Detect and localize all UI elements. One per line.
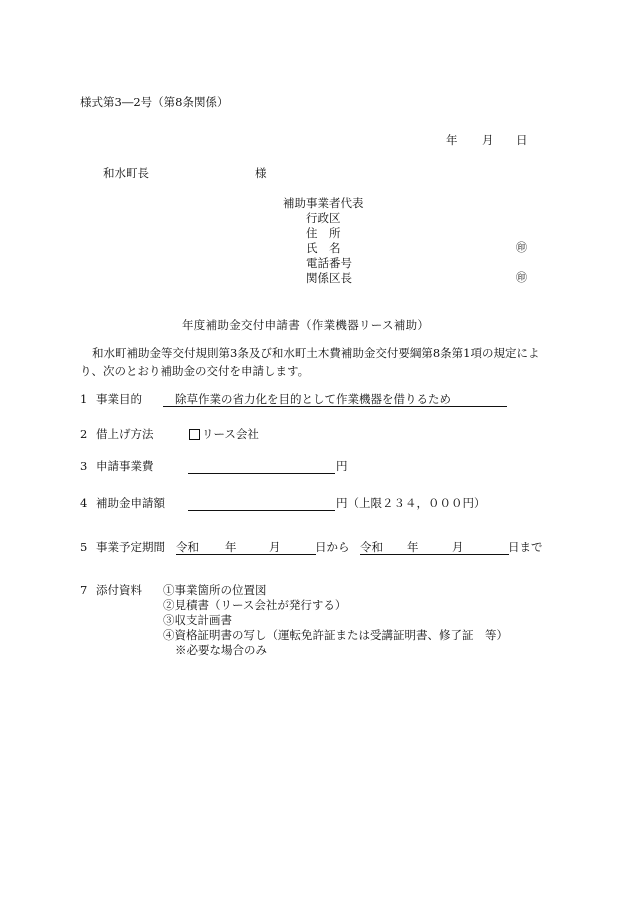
lease-company-option[interactable]	[189, 427, 259, 441]
form-number: 様式第3―2号（第8条関係）	[80, 95, 229, 109]
item-label: 申請事業費	[96, 459, 154, 473]
period-start-year: 年	[225, 540, 237, 554]
purpose-value: 除草作業の省力化を目的として作業機器を借りるため	[163, 392, 507, 407]
cost-unit: 円	[336, 459, 348, 473]
applicant-field-district: 行政区	[306, 211, 341, 225]
item-number: 5	[80, 540, 88, 554]
lease-company-label: リース会社	[202, 427, 259, 441]
lease-company-checkbox[interactable]	[189, 429, 200, 440]
item-label: 補助金申請額	[96, 496, 165, 510]
period-end-day: 日まで	[508, 540, 543, 554]
subsidy-input-line[interactable]	[188, 496, 335, 511]
applicant-field-phone: 電話番号	[306, 256, 352, 270]
applicant-field-name: 氏 名	[306, 241, 341, 255]
item-label: 事業予定期間	[96, 540, 165, 554]
period-end-month: 月	[452, 540, 464, 554]
date-day: 日	[516, 133, 528, 147]
seal-mark-name: ㊞	[516, 241, 527, 254]
attachment-item: ④資格証明書の写し（運転免許証または受講証明書、修了証 等）	[163, 628, 508, 642]
item-number: 3	[80, 459, 88, 473]
attachment-item: ③収支計画書	[163, 613, 232, 627]
applicant-field-district-head: 関係区長	[306, 271, 352, 285]
period-start-day: 日から	[315, 540, 350, 554]
date-year: 年	[446, 133, 458, 147]
addressee-honorific: 様	[255, 166, 267, 180]
item-number: 4	[80, 496, 88, 510]
item-number: 7	[80, 583, 88, 597]
document-title: 年度補助金交付申請書（作業機器リース補助）	[182, 318, 430, 332]
period-end-era: 令和	[360, 540, 383, 554]
item-label: 借上げ方法	[96, 427, 154, 441]
period-start-era: 令和	[176, 540, 199, 554]
date-month: 月	[482, 133, 494, 147]
item-label: 添付資料	[96, 583, 142, 597]
attachment-note: ※必要な場合のみ	[175, 643, 267, 657]
intro-text: 和水町補助金等交付規則第3条及び和水町土木費補助金交付要綱第8条第1項の規定により、次のとおり補助金の交付を申請します。	[80, 346, 540, 378]
addressee-name: 和水町長	[103, 166, 149, 180]
applicant-field-address: 住 所	[306, 226, 341, 240]
applicant-title: 補助事業者代表	[283, 196, 364, 210]
subsidy-unit: 円（上限２３４，０００円）	[336, 496, 486, 510]
item-number: 2	[80, 427, 88, 441]
period-end-year: 年	[407, 540, 419, 554]
item-number: 1	[80, 392, 88, 406]
attachment-item: ①事業箇所の位置図	[163, 583, 267, 597]
seal-mark-district-head: ㊞	[516, 271, 527, 284]
cost-input-line[interactable]	[188, 459, 335, 474]
attachment-item: ②見積書（リース会社が発行する）	[163, 598, 347, 612]
period-start-month: 月	[269, 540, 281, 554]
item-label: 事業目的	[96, 392, 142, 406]
